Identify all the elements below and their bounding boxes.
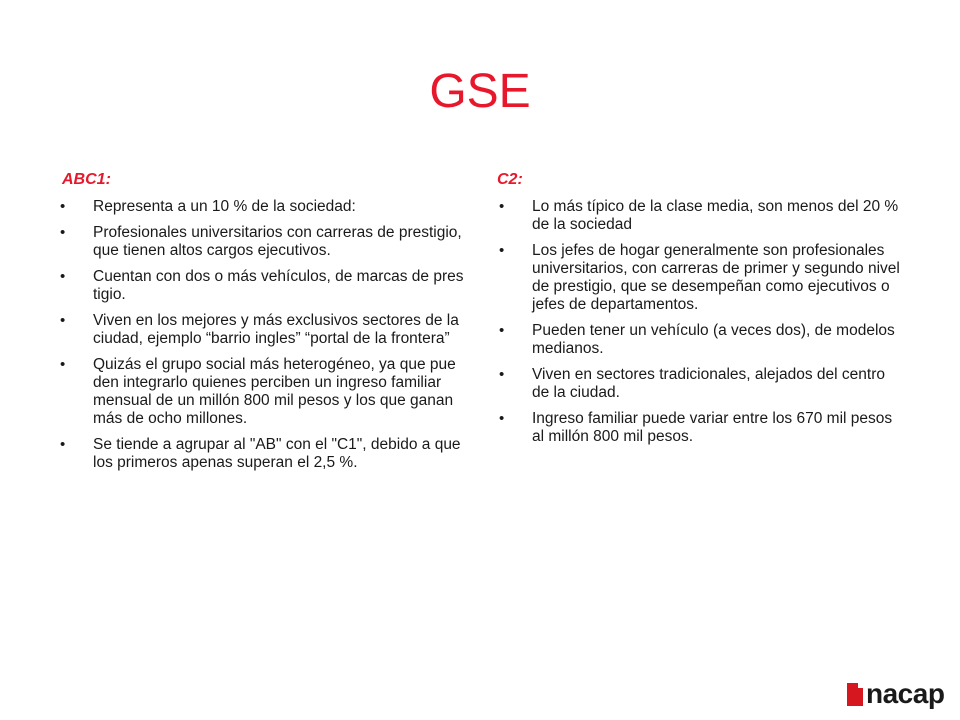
list-item <box>497 242 902 314</box>
list-item <box>497 366 902 402</box>
abc1-column <box>58 170 478 480</box>
list-item <box>58 436 478 472</box>
list-item-text: Representa a un 10 % de la sociedad: <box>93 198 356 215</box>
bullet-icon: • <box>60 356 66 373</box>
bullet-icon: • <box>60 312 66 329</box>
slide-title: GSE <box>429 65 531 118</box>
bullet-icon: • <box>60 268 66 285</box>
list-item <box>58 312 478 348</box>
abc1-heading: ABC1: <box>62 171 111 188</box>
c2-bullet-list <box>497 198 902 446</box>
list-item <box>58 198 478 216</box>
list-item <box>497 322 902 358</box>
list-item-text: Lo más típico de la clase media, son menos del 20 % de la sociedad <box>532 198 899 233</box>
list-item <box>58 224 478 260</box>
list-item <box>58 356 478 428</box>
list-item-text: Pueden tener un vehículo (a veces dos), de modelos medianos. <box>532 322 895 357</box>
bullet-icon: • <box>499 366 505 383</box>
bullet-icon: • <box>499 242 505 259</box>
list-item-text: Cuentan con dos o más vehículos, de marcas de pres tigio. <box>93 268 464 303</box>
bullet-icon: • <box>60 198 66 215</box>
bullet-icon: • <box>499 198 505 215</box>
c2-column <box>497 170 902 454</box>
bullet-icon: • <box>499 322 505 339</box>
list-item-text: Profesionales universitarios con carreras de prestigio, que tienen altos cargos ejecutivos. <box>93 224 462 259</box>
list-item-text: Viven en sectores tradicionales, alejados del centro de la ciudad. <box>532 366 885 401</box>
inacap-logo-mark-icon <box>847 683 863 706</box>
abc1-bullet-list <box>58 198 478 472</box>
c2-heading: C2: <box>497 171 523 188</box>
list-item-text: Viven en los mejores y más exclusivos sectores de la ciudad, ejemplo “barrio ingles” “portal de la frontera” <box>93 312 459 347</box>
list-item-text: Ingreso familiar puede variar entre los 670 mil pesos al millón 800 mil pesos. <box>532 410 893 445</box>
list-item-text: Se tiende a agrupar al "AB" con el "C1", debido a que los primeros apenas superan el 2,5 %. <box>93 436 461 471</box>
list-item-text: Los jefes de hogar generalmente son profesionales universitarios, con carreras de primer y segundo nivel de prestigio, que se desempeñan como ejecutivos o jefes de departamentos. <box>532 242 900 313</box>
list-item <box>497 410 902 446</box>
inacap-logo <box>847 680 944 708</box>
bullet-icon: • <box>60 436 66 453</box>
list-item-text: Quizás el grupo social más heterogéneo, ya que pue den integrarlo quienes perciben un ingreso familiar mensual de un millón 800 mil pesos y los que ganan más de ocho millones. <box>93 356 456 427</box>
bullet-icon: • <box>499 410 505 427</box>
inacap-logo-text: nacap <box>866 678 945 709</box>
list-item <box>497 198 902 234</box>
bullet-icon: • <box>60 224 66 241</box>
list-item <box>58 268 478 304</box>
